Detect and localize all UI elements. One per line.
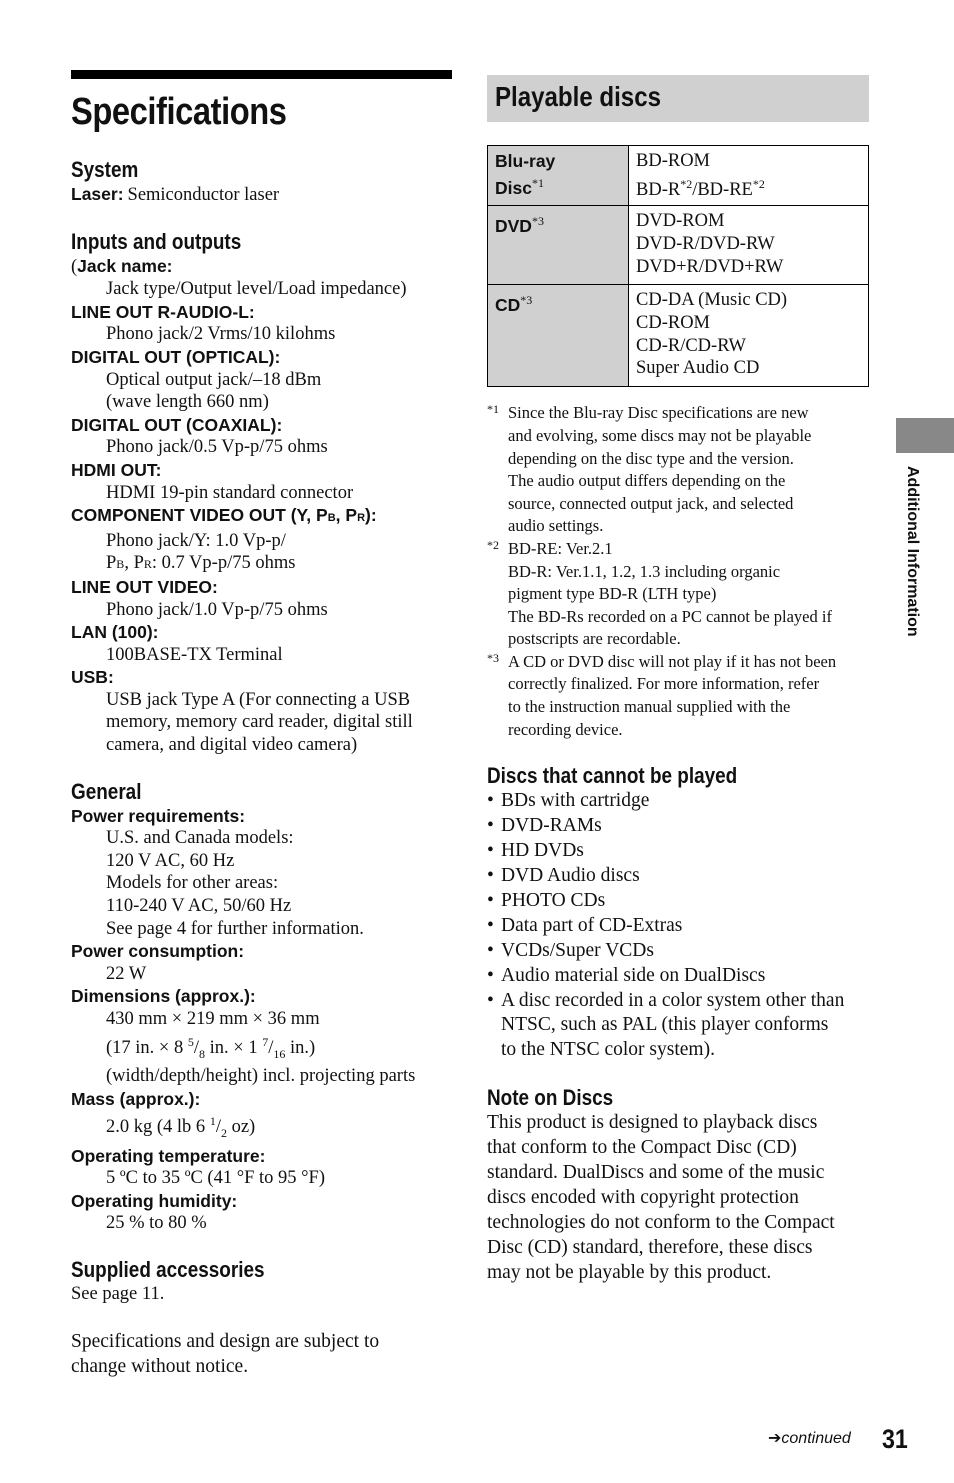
io-items bbox=[71, 301, 452, 504]
footnote-line: audio settings. bbox=[508, 516, 604, 536]
accessories-heading: Supplied accessories bbox=[71, 1257, 265, 1283]
footnote-line: and evolving, some discs may not be playable bbox=[508, 425, 812, 445]
op-humidity-value: 25 % to 80 % bbox=[106, 1213, 207, 1234]
bullet-icon: • bbox=[487, 914, 494, 936]
disc-key-bluray: Blu-ray Disc$^{*1}$ bbox=[488, 146, 629, 206]
footnote-mark: *1 bbox=[487, 402, 499, 417]
note-line: This product is designed to playback discs bbox=[487, 1112, 818, 1134]
spec-value: Models for other areas: bbox=[106, 873, 279, 894]
footnote-line: source, connected output jack, and selected bbox=[508, 493, 794, 513]
page-title: Specifications bbox=[71, 91, 287, 133]
spec-value: U.S. and Canada models: bbox=[106, 828, 294, 849]
list-item bbox=[487, 989, 869, 1064]
bullet-icon: • bbox=[487, 864, 494, 886]
spec-value: 120 V AC, 60 Hz bbox=[106, 850, 235, 871]
spec-value: memory, memory card reader, digital still bbox=[106, 712, 413, 733]
list-item-line: BDs with cartridge bbox=[501, 790, 650, 812]
list-item-line: PHOTO CDs bbox=[501, 889, 606, 911]
spec-value: HDMI 19-pin standard connector bbox=[106, 482, 354, 503]
bullet-icon: • bbox=[487, 964, 494, 986]
spec-value: Optical output jack/–18 dBm bbox=[106, 369, 322, 390]
footnote-line: to the instruction manual supplied with the bbox=[508, 697, 791, 717]
spec-label: DIGITAL OUT (OPTICAL): bbox=[71, 346, 281, 367]
playable-discs-header bbox=[487, 75, 869, 122]
laser-label: Laser: bbox=[71, 184, 124, 204]
io-items-2 bbox=[71, 576, 452, 757]
spec-value: 100BASE-TX Terminal bbox=[106, 644, 283, 665]
spec-value: camera, and digital video camera) bbox=[106, 735, 358, 756]
general-section bbox=[71, 779, 452, 1235]
power-cons-label: Power consumption: bbox=[71, 941, 245, 962]
spec-value: (wave length 660 nm) bbox=[106, 392, 269, 413]
list-item-line: DVD-RAMs bbox=[501, 815, 602, 837]
footnote-line: BD-R: Ver.1.1, 1.2, 1.3 including organic bbox=[508, 561, 781, 581]
note-paragraph bbox=[487, 1111, 869, 1285]
spec-value: USB jack Type A (For connecting a USB bbox=[106, 689, 411, 710]
laser-value: Semiconductor laser bbox=[127, 185, 280, 205]
footnote-mark: *3 bbox=[487, 650, 499, 665]
jack-desc: Jack type/Output level/Load impedance) bbox=[106, 279, 407, 300]
mass-label: Mass (approx.): bbox=[71, 1088, 201, 1109]
note-line: technologies do not conform to the Compact bbox=[487, 1211, 835, 1233]
list-item-line: NTSC, such as PAL (this player conforms bbox=[501, 1014, 829, 1036]
laser-spec bbox=[71, 183, 452, 207]
accessories-value: See page 11. bbox=[71, 1284, 165, 1305]
spec-label: DIGITAL OUT (COAXIAL): bbox=[71, 414, 283, 435]
list-item-line: A disc recorded in a color system other than bbox=[501, 989, 845, 1011]
power-req-label: Power requirements: bbox=[71, 805, 246, 826]
page-number: 31 bbox=[882, 1424, 908, 1454]
cannot-play-section bbox=[487, 763, 869, 1063]
op-humidity-label: Operating humidity: bbox=[71, 1190, 238, 1211]
dimensions-line1: 430 mm × 219 mm × 36 mm bbox=[106, 1009, 320, 1029]
jack-name-label: Jack name: bbox=[77, 255, 173, 276]
note-line: may not be playable by this product. bbox=[487, 1261, 772, 1283]
disc-key-cd: CD$^{*3}$ bbox=[488, 285, 629, 387]
footnotes bbox=[487, 402, 869, 741]
list-item-line: VCDs/Super VCDs bbox=[501, 939, 654, 961]
footnote bbox=[487, 538, 869, 651]
note-line: that conform to the Compact Disc (CD) bbox=[487, 1137, 797, 1159]
system-section bbox=[71, 157, 452, 207]
spec-label: LINE OUT VIDEO: bbox=[71, 576, 218, 597]
footnote-line: Since the Blu-ray Disc specifications are new bbox=[508, 403, 809, 423]
footnote-line: recording device. bbox=[508, 719, 623, 739]
bullet-icon: • bbox=[487, 790, 494, 812]
io-section bbox=[71, 229, 452, 757]
continued-label: ➔continued bbox=[768, 1430, 851, 1447]
list-item bbox=[487, 939, 869, 964]
table-row bbox=[488, 285, 869, 387]
general-heading: General bbox=[71, 778, 142, 804]
power-cons-value: 22 W bbox=[106, 963, 147, 984]
spec-value: Phono jack/2 Vrms/10 kilohms bbox=[106, 324, 336, 345]
side-tab-label: Additional Information bbox=[904, 466, 921, 637]
bullet-icon: • bbox=[487, 815, 494, 837]
list-item bbox=[487, 889, 869, 914]
dimensions-label: Dimensions (approx.): bbox=[71, 986, 256, 1007]
jack-open-paren: ( bbox=[71, 256, 78, 277]
disc-key-dvd: DVD$^{*3}$ bbox=[488, 206, 629, 285]
power-req-lines bbox=[71, 827, 452, 940]
table-row bbox=[488, 206, 869, 285]
list-item bbox=[487, 964, 869, 989]
footnote-mark: *2 bbox=[487, 537, 499, 552]
footnote-line: depending on the disc type and the version. bbox=[508, 448, 794, 468]
disc-values-cd: CD-DA (Music CD) CD-ROM CD-R/CD-RW Super Audio CD bbox=[629, 285, 869, 387]
footnote bbox=[487, 402, 869, 538]
footnote-line: BD-RE: Ver.2.1 bbox=[508, 538, 613, 558]
bullet-icon: • bbox=[487, 989, 494, 1011]
playable-discs-heading: Playable discs bbox=[495, 81, 661, 112]
note-line: standard. DualDiscs and some of the music bbox=[487, 1162, 825, 1184]
list-item bbox=[487, 914, 869, 939]
list-item bbox=[487, 814, 869, 839]
cannot-play-heading: Discs that cannot be played bbox=[487, 763, 738, 789]
title-rule bbox=[71, 70, 452, 79]
list-item-line: DVD Audio discs bbox=[501, 864, 640, 886]
arrow-right-icon: ➔ bbox=[768, 1430, 782, 1447]
list-item bbox=[487, 864, 869, 889]
disc-values-dvd: DVD-ROM DVD-R/DVD-RW DVD+R/DVD+RW bbox=[629, 206, 869, 285]
spec-label: LINE OUT R-AUDIO-L: bbox=[71, 301, 255, 322]
cannot-play-list bbox=[487, 789, 869, 1063]
notice-line: Specifications and design are subject to bbox=[71, 1330, 380, 1352]
note-line: Disc (CD) standard, therefore, these discs bbox=[487, 1236, 813, 1258]
specifications-column bbox=[71, 70, 452, 1379]
section-tab-marker bbox=[896, 418, 954, 453]
bullet-icon: • bbox=[487, 840, 494, 862]
spec-notice bbox=[71, 1330, 452, 1380]
op-temp-label: Operating temperature: bbox=[71, 1145, 266, 1166]
footnote bbox=[487, 651, 869, 741]
spec-value: 110-240 V AC, 50/60 Hz bbox=[106, 896, 292, 917]
spec-label: HDMI OUT: bbox=[71, 459, 162, 480]
disc-values-bluray: BD-ROM $BD-R^{*2}/BD-RE^{*2}$ bbox=[629, 146, 869, 206]
note-section bbox=[487, 1085, 869, 1285]
footnote-line: postscripts are recordable. bbox=[508, 629, 681, 649]
bullet-icon: • bbox=[487, 889, 494, 911]
footnote-line: correctly finalized. For more information, refer bbox=[508, 674, 820, 694]
spec-value: Phono jack/0.5 Vp-p/75 ohms bbox=[106, 437, 328, 458]
note-line: discs encoded with copyright protection bbox=[487, 1186, 799, 1208]
spec-label: USB: bbox=[71, 667, 114, 688]
list-item-line: Data part of CD-Extras bbox=[501, 914, 683, 936]
dimensions-line2: (17 in. × 8 $^5/_8$ in. × 1 $^7/_{16}$ in.) bbox=[106, 1034, 316, 1061]
list-item-line: Audio material side on DualDiscs bbox=[501, 964, 766, 986]
list-item bbox=[487, 839, 869, 864]
io-heading: Inputs and outputs bbox=[71, 228, 242, 254]
accessories-section bbox=[71, 1257, 452, 1306]
spec-value: Phono jack/1.0 Vp-p/75 ohms bbox=[106, 599, 328, 620]
list-item-line: to the NTSC color system). bbox=[501, 1039, 715, 1061]
spec-value: See page 4 for further information. bbox=[106, 918, 364, 939]
list-item bbox=[487, 789, 869, 814]
table-row bbox=[488, 146, 869, 206]
op-temp-value: 5 ºC to 35 ºC (41 °F to 95 °F) bbox=[106, 1168, 326, 1189]
playable-discs-column bbox=[487, 75, 869, 1286]
component-line2: PB, PR: 0.7 Vp-p/75 ohms bbox=[106, 553, 296, 574]
spec-label: LAN (100): bbox=[71, 622, 159, 643]
note-heading: Note on Discs bbox=[487, 1085, 614, 1111]
footnote-line: The BD-Rs recorded on a PC cannot be played if bbox=[508, 606, 832, 626]
mass-value: 2.0 kg (4 lb 6 $^1/_2$ oz) bbox=[106, 1114, 256, 1141]
dimensions-line3: (width/depth/height) incl. projecting parts bbox=[106, 1066, 416, 1087]
footnote-line: pigment type BD-R (LTH type) bbox=[508, 584, 717, 604]
notice-line: change without notice. bbox=[71, 1355, 249, 1377]
footnote-line: A CD or DVD disc will not play if it has not been bbox=[508, 651, 837, 671]
disc-table bbox=[487, 145, 869, 387]
footnote-line: The audio output differs depending on the bbox=[508, 471, 786, 491]
system-heading: System bbox=[71, 157, 139, 182]
component-label: COMPONENT VIDEO OUT (Y, PB, PR): bbox=[71, 505, 377, 526]
list-item-line: HD DVDs bbox=[501, 840, 584, 862]
component-line1: Phono jack/Y: 1.0 Vp-p/ bbox=[106, 530, 286, 551]
bullet-icon: • bbox=[487, 939, 494, 961]
